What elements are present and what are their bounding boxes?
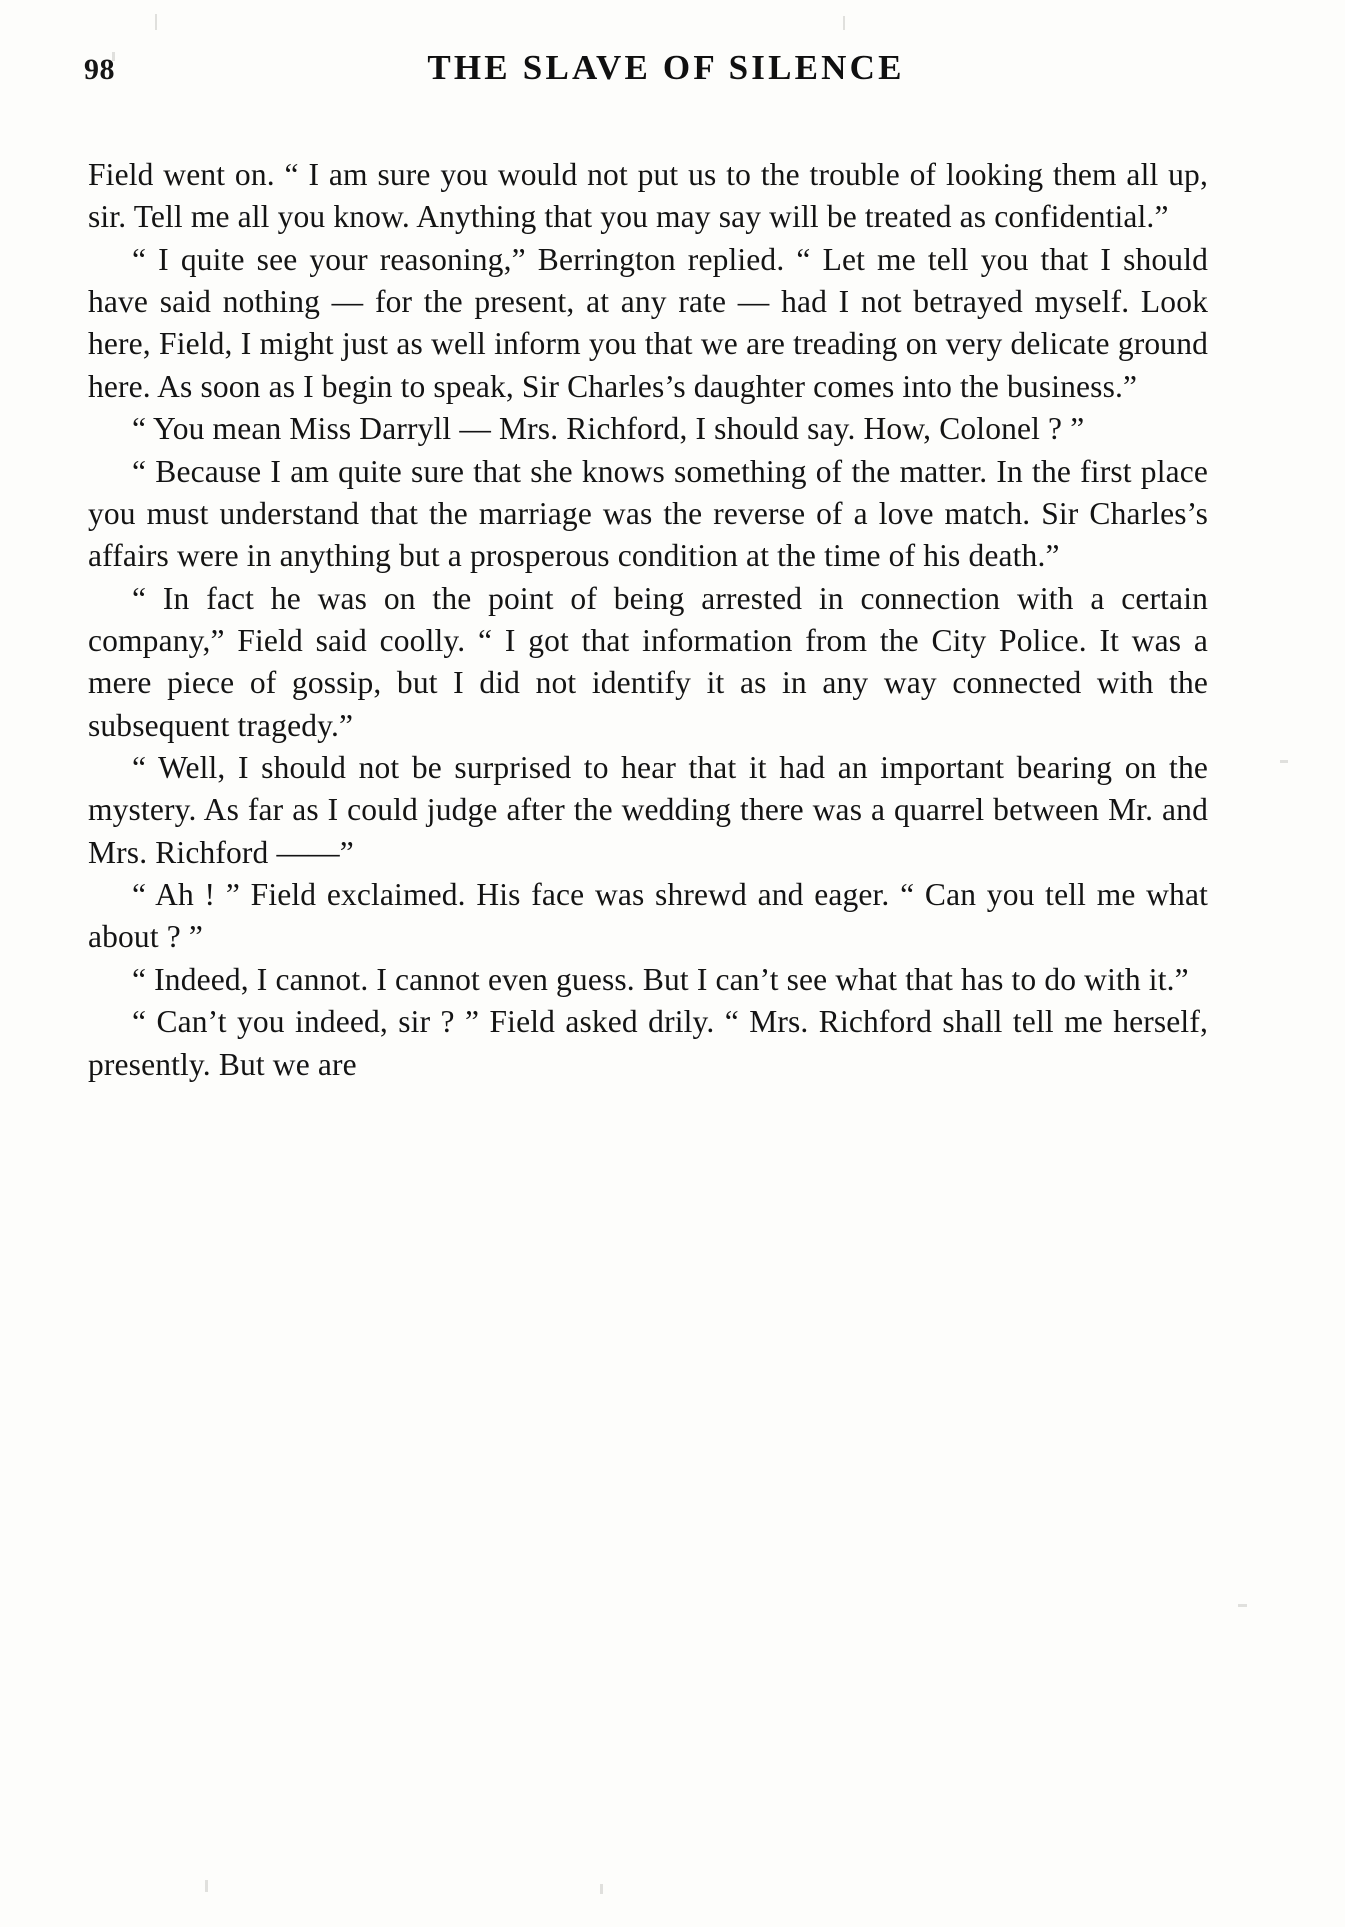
paragraph: “ You mean Miss Darryll — Mrs. Richford, I should say. How, Colonel ? ” (132, 411, 1085, 447)
page-header (78, 48, 1268, 118)
scan-artifact (155, 14, 157, 30)
paragraph: “ In fact he was on the point of being arrested in connection with a certain company,” Field said coolly. “ I got that information from the City Police. It was a mere piece of gossip, but I did not identify it as in any way connected with the subsequent tragedy.” (88, 580, 1208, 743)
page-content (78, 48, 1268, 1086)
scan-artifact (600, 1884, 603, 1894)
paragraph: Field went on. “ I am sure you would not put us to the trouble of looking them all up, sir. Tell me all you know. Anything that you may say will be treated as confidential.” (88, 157, 1208, 235)
scan-artifact (1280, 760, 1288, 763)
page-number: 98 (84, 53, 115, 86)
scan-artifact (1238, 1604, 1247, 1607)
body-text (78, 154, 1208, 1086)
scan-artifact (205, 1880, 208, 1892)
paragraph: “ Well, I should not be surprised to hear that it had an important bearing on the mystery. As far as I could judge after the wedding there was a quarrel between Mr. and Mrs. Richford ——” (88, 750, 1208, 870)
scan-artifact (843, 16, 845, 30)
running-title: THE SLAVE OF SILENCE (427, 48, 905, 87)
paragraph: “ Because I am quite sure that she knows something of the matter. In the first place you must understand that the marriage was the reverse of a love match. Sir Charles’s affairs were in anything but a prosperous condition at the time of his death.” (88, 453, 1208, 574)
paragraph: “ Ah ! ” Field exclaimed. His face was shrewd and eager. “ Can you tell me what about ? ” (88, 877, 1208, 955)
paragraph: “ Indeed, I cannot. I cannot even guess. But I can’t see what that has to do with it.” (132, 961, 1189, 997)
paragraph: “ Can’t you indeed, sir ? ” Field asked drily. “ Mrs. Richford shall tell me herself, presently. But we are (88, 1004, 1208, 1082)
paragraph: “ I quite see your reasoning,” Berrington replied. “ Let me tell you that I should have said nothing — for the present, at any rate — had I not betrayed myself. Look here, Field, I might just as well inform you that we are treading on very delicate ground here. As soon as I begin to speak, Sir Charles’s daughter comes into the business.” (88, 241, 1208, 404)
